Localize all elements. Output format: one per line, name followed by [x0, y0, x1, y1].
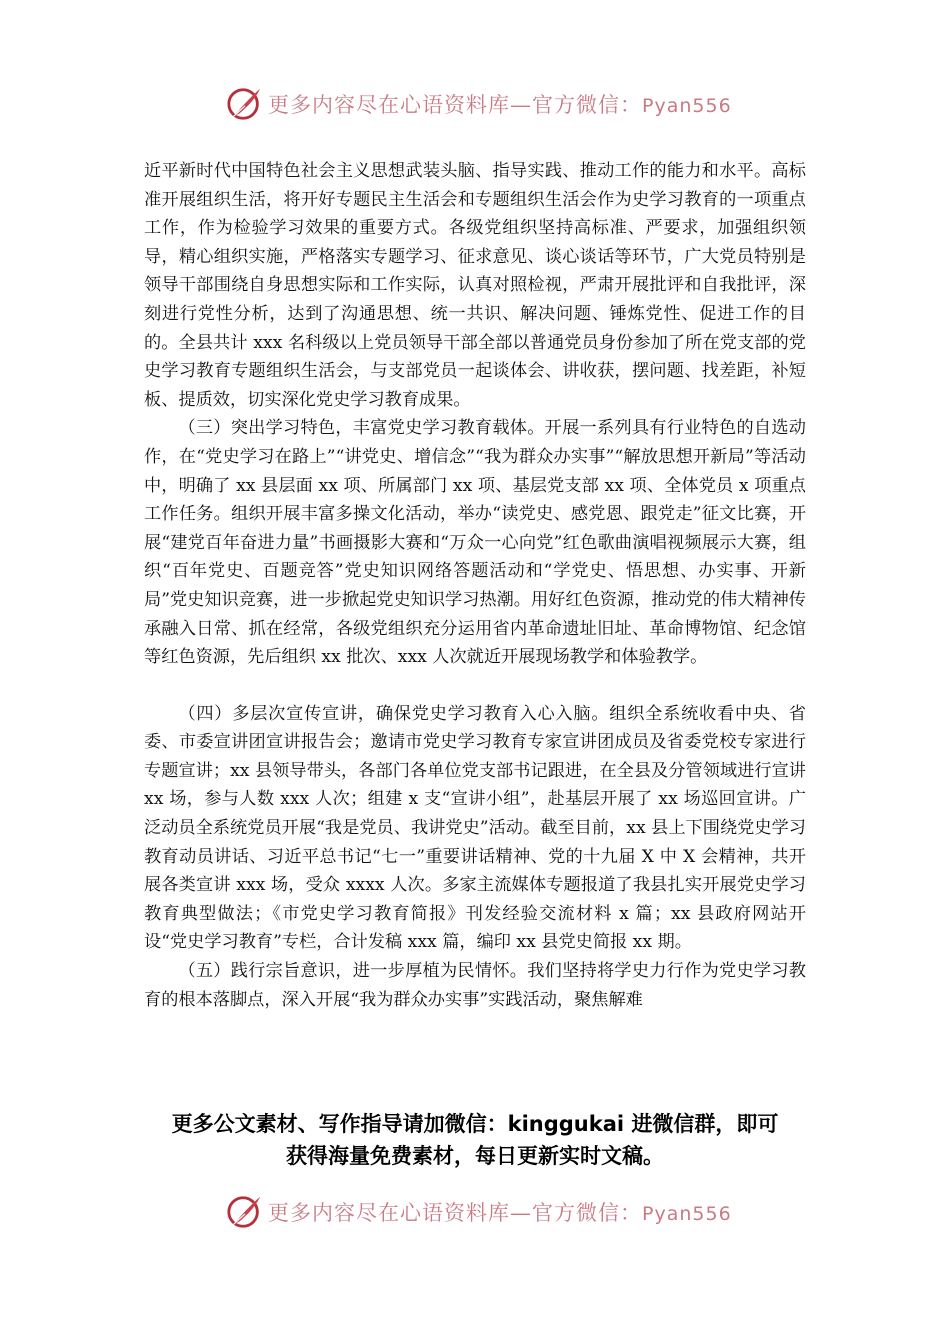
quill-logo-icon: [226, 1193, 264, 1231]
promo-notice: [130, 1108, 820, 1172]
paragraph-3: （四）多层次宣传宣讲，确保党史学习教育入心入脑。组织全系统收看中央、省委、市委宣讲团宣讲报告会；邀请市党史学习教育专家宣讲团成员及省委党校专家进行专题宣讲；xx 县领导带头，各部门各单位党支部书记跟进，在全县及分管领域进行宣讲 xx 场，参与人数 xxx 人次；组建 x 支“宣讲小组”，赴基层开展了 xx 场巡回宣讲。广泛动员全系统党员开展“我是党员、我讲党史”活动。截至目前，xx 县上下围绕党史学习教育动员讲话、习近平总书记“七一”重要讲话精神、党的十九届 X 中 X 会精神，共开展各类宣讲 xxx 场，受众 xxxx 人次。多家主流媒体专题报道了我县扎实开展党史学习教育典型做法；《市党史学习教育简报》刊发经验交流材料 x 篇；xx 县政府网站开设“党史学习教育”专栏，合计发稿 xxx 篇，编印 xx 县党史简报 xx 期。: [144, 703, 806, 953]
promo-notice-line-1: 更多公文素材、写作指导请加微信：kinggukai 进微信群，即可: [171, 1112, 779, 1136]
paragraph-1: 近平新时代中国特色社会主义思想武装头脑、指导实践、推动工作的能力和水平。高标准开展组织生活，将开好专题民主生活会和专题组织生活会作为史学习教育的一项重点工作，作为检验学习效果的重要方式。各级党组织坚持高标准、严要求，加强组织领导，精心组织实施，严格落实专题学习、征求意见、谈心谈话等环节，广大党员特别是领导干部围绕自身思想实际和工作实际，认真对照检视，严肃开展批评和自我批评，深刻进行党性分析，达到了沟通思想、统一共识、解决问题、锤炼党性、促进工作的目的。全县共计 xxx 名科级以上党员领导干部全部以普通党员身份参加了所在党支部的党史学习教育专题组织生活会，与支部党员一起谈体会、讲收获，摆问题、找差距，补短板、提质效，切实深化党史学习教育成果。: [144, 161, 806, 410]
header-banner: [226, 84, 732, 124]
header-banner-handle: Pyan556: [642, 95, 732, 117]
footer-banner-text: 更多内容尽在心语资料库—官方微信：: [268, 1201, 642, 1225]
promo-notice-line-2: 获得海量免费素材，每日更新实时文稿。: [286, 1144, 664, 1168]
paragraph-4: （五）践行宗旨意识，进一步厚植为民情怀。我们坚持将学史力行作为党史学习教育的根本落脚点，深入开展“我为群众办实事”实践活动，聚焦解难: [144, 961, 806, 1010]
header-banner-text: 更多内容尽在心语资料库—官方微信：: [268, 93, 642, 117]
document-body: [144, 157, 806, 1014]
footer-banner: [226, 1192, 732, 1232]
quill-logo-icon: [226, 85, 264, 123]
footer-banner-handle: Pyan556: [642, 1203, 732, 1225]
paragraph-2: （三）突出学习特色，丰富党史学习教育载体。开展一系列具有行业特色的自选动作，在“党史学习在路上”“讲党史、增信念”“我为群众办实事”“解放思想开新局”等活动中，明确了 xx 县层面 xx 项、所属部门 xx 项、基层党支部 xx 项、全体党员 x 项重点工作任务。组织开展丰富多操文化活动，举办“读党史、感党恩、跟党走”征文比赛，开展“建党百年奋进力量”书画摄影大赛和“万众一心向党”红色歌曲演唱视频展示大赛，组织“百年党史、百题竞答”党史知识网络答题活动和“学党史、悟思想、办实事、开新局”党史知识竞赛，进一步掀起党史知识学习热潮。用好红色资源，推动党的伟大精神传承融入日常、抓在经常，各级党组织充分运用省内革命遗址旧址、革命博物馆、纪念馆等红色资源，先后组织 xx 批次、xxx 人次就近开展现场教学和体验教学。: [144, 418, 806, 668]
